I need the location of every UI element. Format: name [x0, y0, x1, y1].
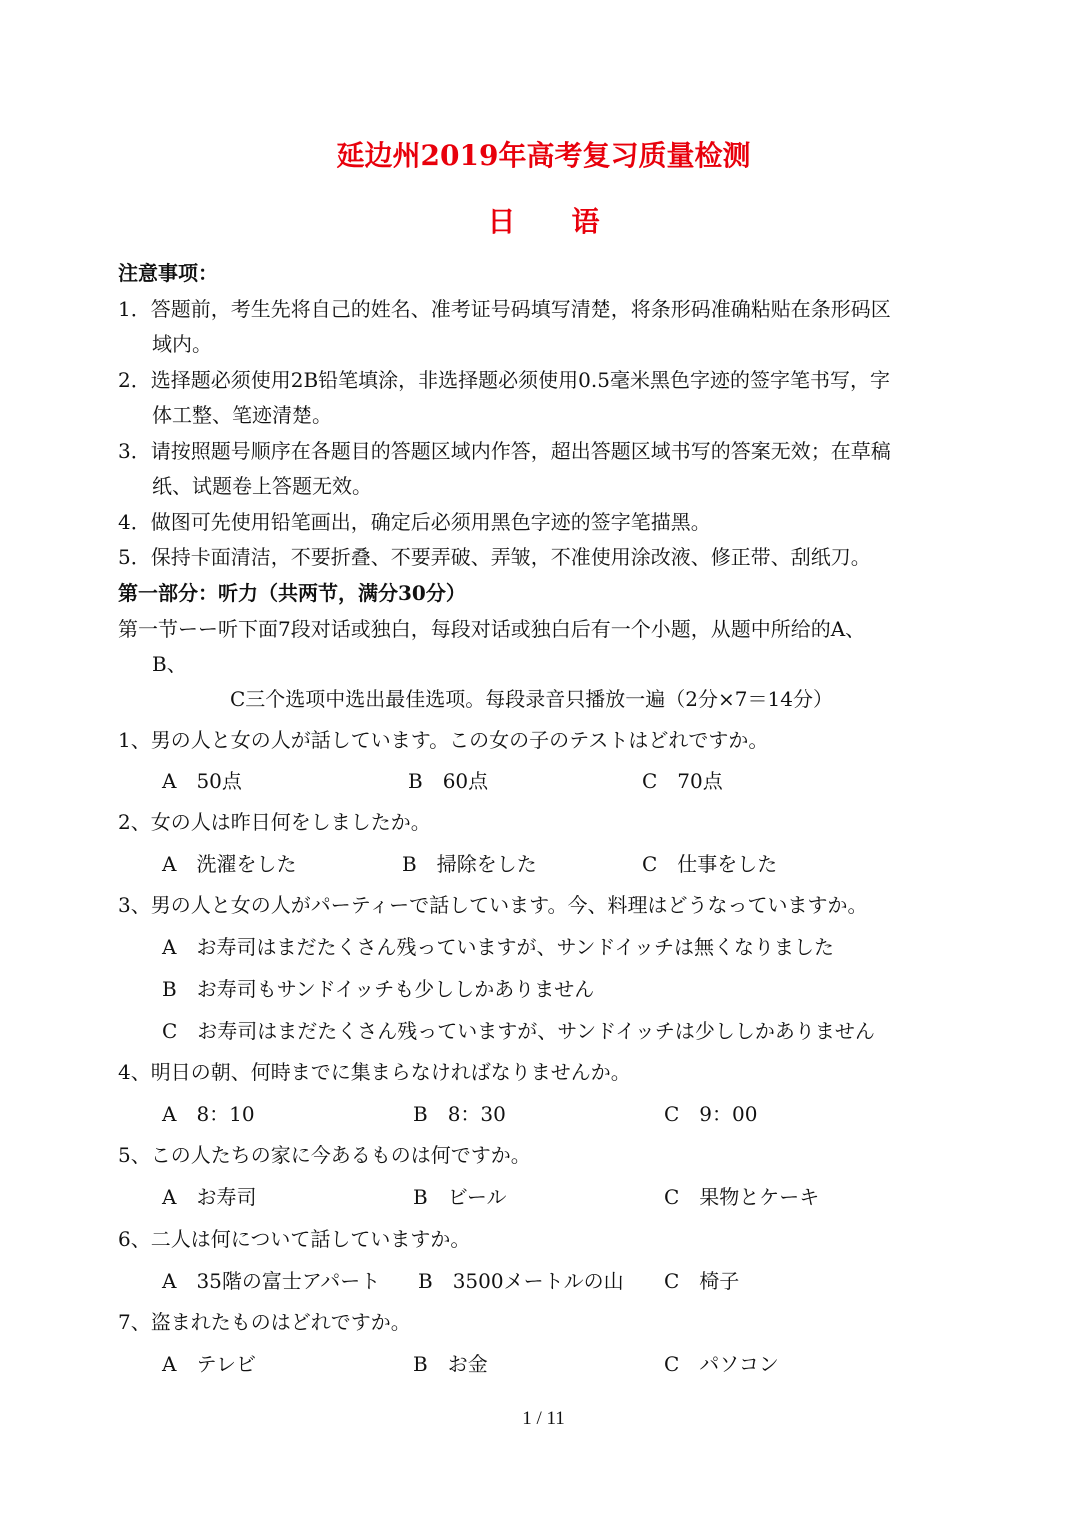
- option-c: C 仕事をした: [642, 852, 778, 876]
- question-text: 6、二人は何について話していますか。: [118, 1227, 471, 1251]
- notice-line: 纸、试题卷上答题无效。: [152, 474, 372, 498]
- option-c: C 9：00: [664, 1102, 758, 1126]
- question-text: 5、この人たちの家に今あるものは何ですか。: [118, 1143, 531, 1167]
- document-title: 延边州2019年高考复习质量检测: [336, 139, 751, 172]
- notice-heading: 注意事项：: [118, 261, 218, 285]
- option-b: B 3500メートルの山: [418, 1269, 624, 1293]
- option-c: C お寿司はまだたくさん残っていますが、サンドイッチは少ししかありません: [162, 1019, 875, 1043]
- option-a: A 50点: [162, 769, 242, 793]
- section-instruction: C三个选项中选出最佳选项。每段录音只播放一遍（2分×7＝14分）: [230, 687, 833, 711]
- notice-line: 5．保持卡面清洁，不要折叠、不要弄破、弄皱，不准使用涂改液、修正带、刮纸刀。: [118, 545, 871, 569]
- part-heading: 第一部分：听力（共两节，满分30分）: [118, 581, 466, 605]
- option-b: B ビール: [413, 1185, 507, 1209]
- question-text: 2、女の人は昨日何をしましたか。: [118, 810, 431, 834]
- section-instruction: B、: [152, 652, 187, 676]
- option-a: A お寿司はまだたくさん残っていますが、サンドイッチは無くなりました: [162, 935, 835, 959]
- notice-line: 4．做图可先使用铅笔画出，确定后必须用黑色字迹的签字笔描黑。: [118, 510, 711, 534]
- question-text: 3、男の人と女の人がパーティーで話しています。今、料理はどうなっていますか。: [118, 893, 868, 917]
- page-number: 1 / 11: [522, 1408, 565, 1429]
- option-b: B お寿司もサンドイッチも少ししかありません: [162, 977, 595, 1001]
- question-text: 4、明日の朝、何時までに集まらなければなりませんか。: [118, 1060, 631, 1084]
- notice-line: 域内。: [152, 332, 212, 356]
- notice-line: 2．选择题必须使用2B铅笔填涂，非选择题必须使用0.5毫米黑色字迹的签字笔书写，字: [118, 368, 890, 392]
- option-a: A 35階の富士アパート: [162, 1269, 381, 1293]
- option-c: C 椅子: [664, 1269, 740, 1293]
- subject-char-1: 日: [487, 205, 516, 238]
- notice-line: 体工整、笔迹清楚。: [152, 403, 332, 427]
- option-b: B 8：30: [413, 1102, 506, 1126]
- option-c: C パソコン: [664, 1352, 779, 1376]
- subject-char-2: 语: [571, 205, 600, 238]
- subject-title: [0, 200, 1087, 240]
- section-instruction: 第一节ーー听下面7段对话或独白，每段对话或独白后有一个小题，从题中所给的A、: [118, 617, 866, 641]
- option-b: B 60点: [408, 769, 489, 793]
- notice-line: 1．答题前，考生先将自己的姓名、准考证号码填写清楚，将条形码准确粘贴在条形码区: [118, 297, 891, 321]
- option-a: A 8：10: [162, 1102, 255, 1126]
- option-a: A 洗濯をした: [162, 852, 297, 876]
- option-c: C 果物とケーキ: [664, 1185, 820, 1209]
- notice-line: 3．请按照题号顺序在各题目的答题区域内作答，超出答题区域书写的答案无效；在草稿: [118, 439, 891, 463]
- option-a: A お寿司: [162, 1185, 257, 1209]
- option-c: C 70点: [642, 769, 723, 793]
- question-text: 1、男の人と女の人が話しています。この女の子のテストはどれですか。: [118, 728, 769, 752]
- option-b: B 掃除をした: [402, 852, 537, 876]
- option-b: B お金: [413, 1352, 488, 1376]
- question-text: 7、盗まれたものはどれですか。: [118, 1310, 411, 1334]
- option-a: A テレビ: [162, 1352, 257, 1376]
